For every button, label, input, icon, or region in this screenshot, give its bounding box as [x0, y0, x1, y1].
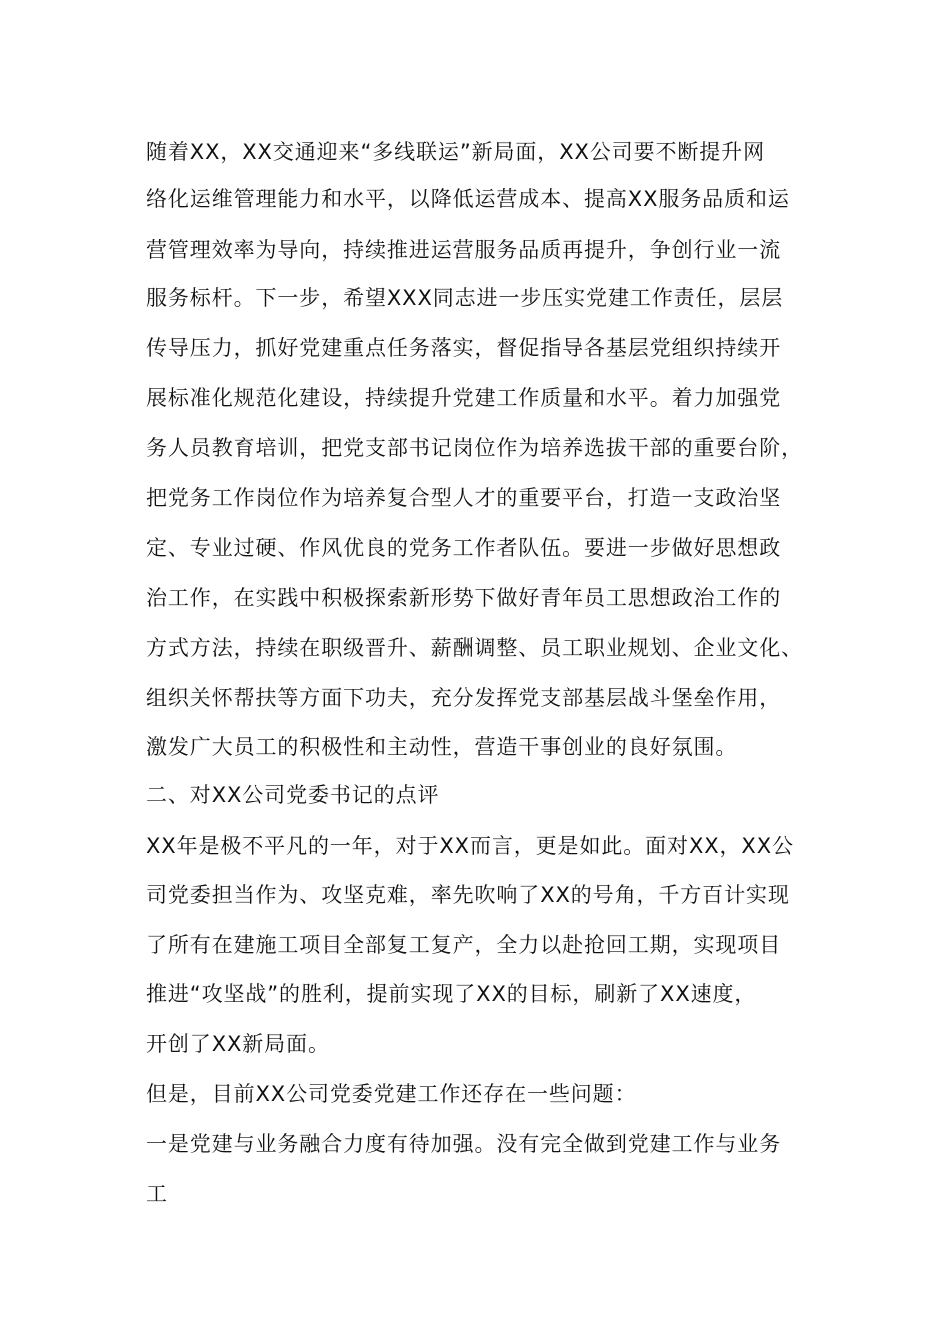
text-line: 络化运维管理能力和水平，以降低运营成本、提高XX服务品质和运 [146, 187, 790, 211]
text-line: 组织关怀帮扶等方面下功夫，充分发挥党支部基层战斗堡垒作用， [146, 686, 782, 710]
text-line: 传导压力，抓好党建重点任务落实，督促指导各基层党组织持续开 [146, 336, 782, 360]
text-line: 随着XX，XX交通迎来“多线联运”新局面，XX公司要不断提升网 [146, 140, 765, 164]
text-line: 了所有在建施工项目全部复工复产，全力以赴抢回工期，实现项目 [146, 933, 782, 957]
text-line: 但是，目前XX公司党委党建工作还存在一些问题： [146, 1082, 637, 1106]
text-line: 务人员教育培训，把党支部书记岗位作为培养选拔干部的重要台阶， [146, 436, 803, 460]
text-line: 把党务工作岗位作为培养复合型人才的重要平台，打造一支政治坚 [146, 486, 782, 510]
text-line: 展标准化规范化建设，持续提升党建工作质量和水平。着力加强党 [146, 386, 782, 410]
text-line: 推进“攻坚战”的胜利，提前实现了XX的目标，刷新了XX速度， [146, 982, 757, 1006]
text-line: 治工作，在实践中积极探索新形势下做好青年员工思想政治工作的 [146, 586, 782, 610]
section-heading: 二、对XX公司党委书记的点评 [146, 783, 440, 807]
text-line: 方式方法，持续在职级晋升、薪酬调整、员工职业规划、企业文化、 [146, 636, 803, 660]
text-line: 开创了XX新局面。 [146, 1032, 330, 1056]
text-line: 营管理效率为导向，持续推进运营服务品质再提升，争创行业一流 [146, 238, 782, 262]
text-line: 一是党建与业务融合力度有待加强。没有完全做到党建工作与业务 [146, 1132, 782, 1156]
text-line: XX年是极不平凡的一年，对于XX而言，更是如此。面对XX，XX公 [146, 834, 794, 858]
text-line: 司党委担当作为、攻坚克难，率先吹响了XX的号角，千方百计实现 [146, 883, 790, 907]
text-line: 定、专业过硬、作风优良的党务工作者队伍。要进一步做好思想政 [146, 536, 782, 560]
text-line: 工 [146, 1182, 168, 1206]
text-line: 激发广大员工的积极性和主动性，营造干事创业的良好氛围。 [146, 735, 738, 759]
text-line: 服务标杆。下一步，希望XXX同志进一步压实党建工作责任，层层 [146, 286, 784, 310]
